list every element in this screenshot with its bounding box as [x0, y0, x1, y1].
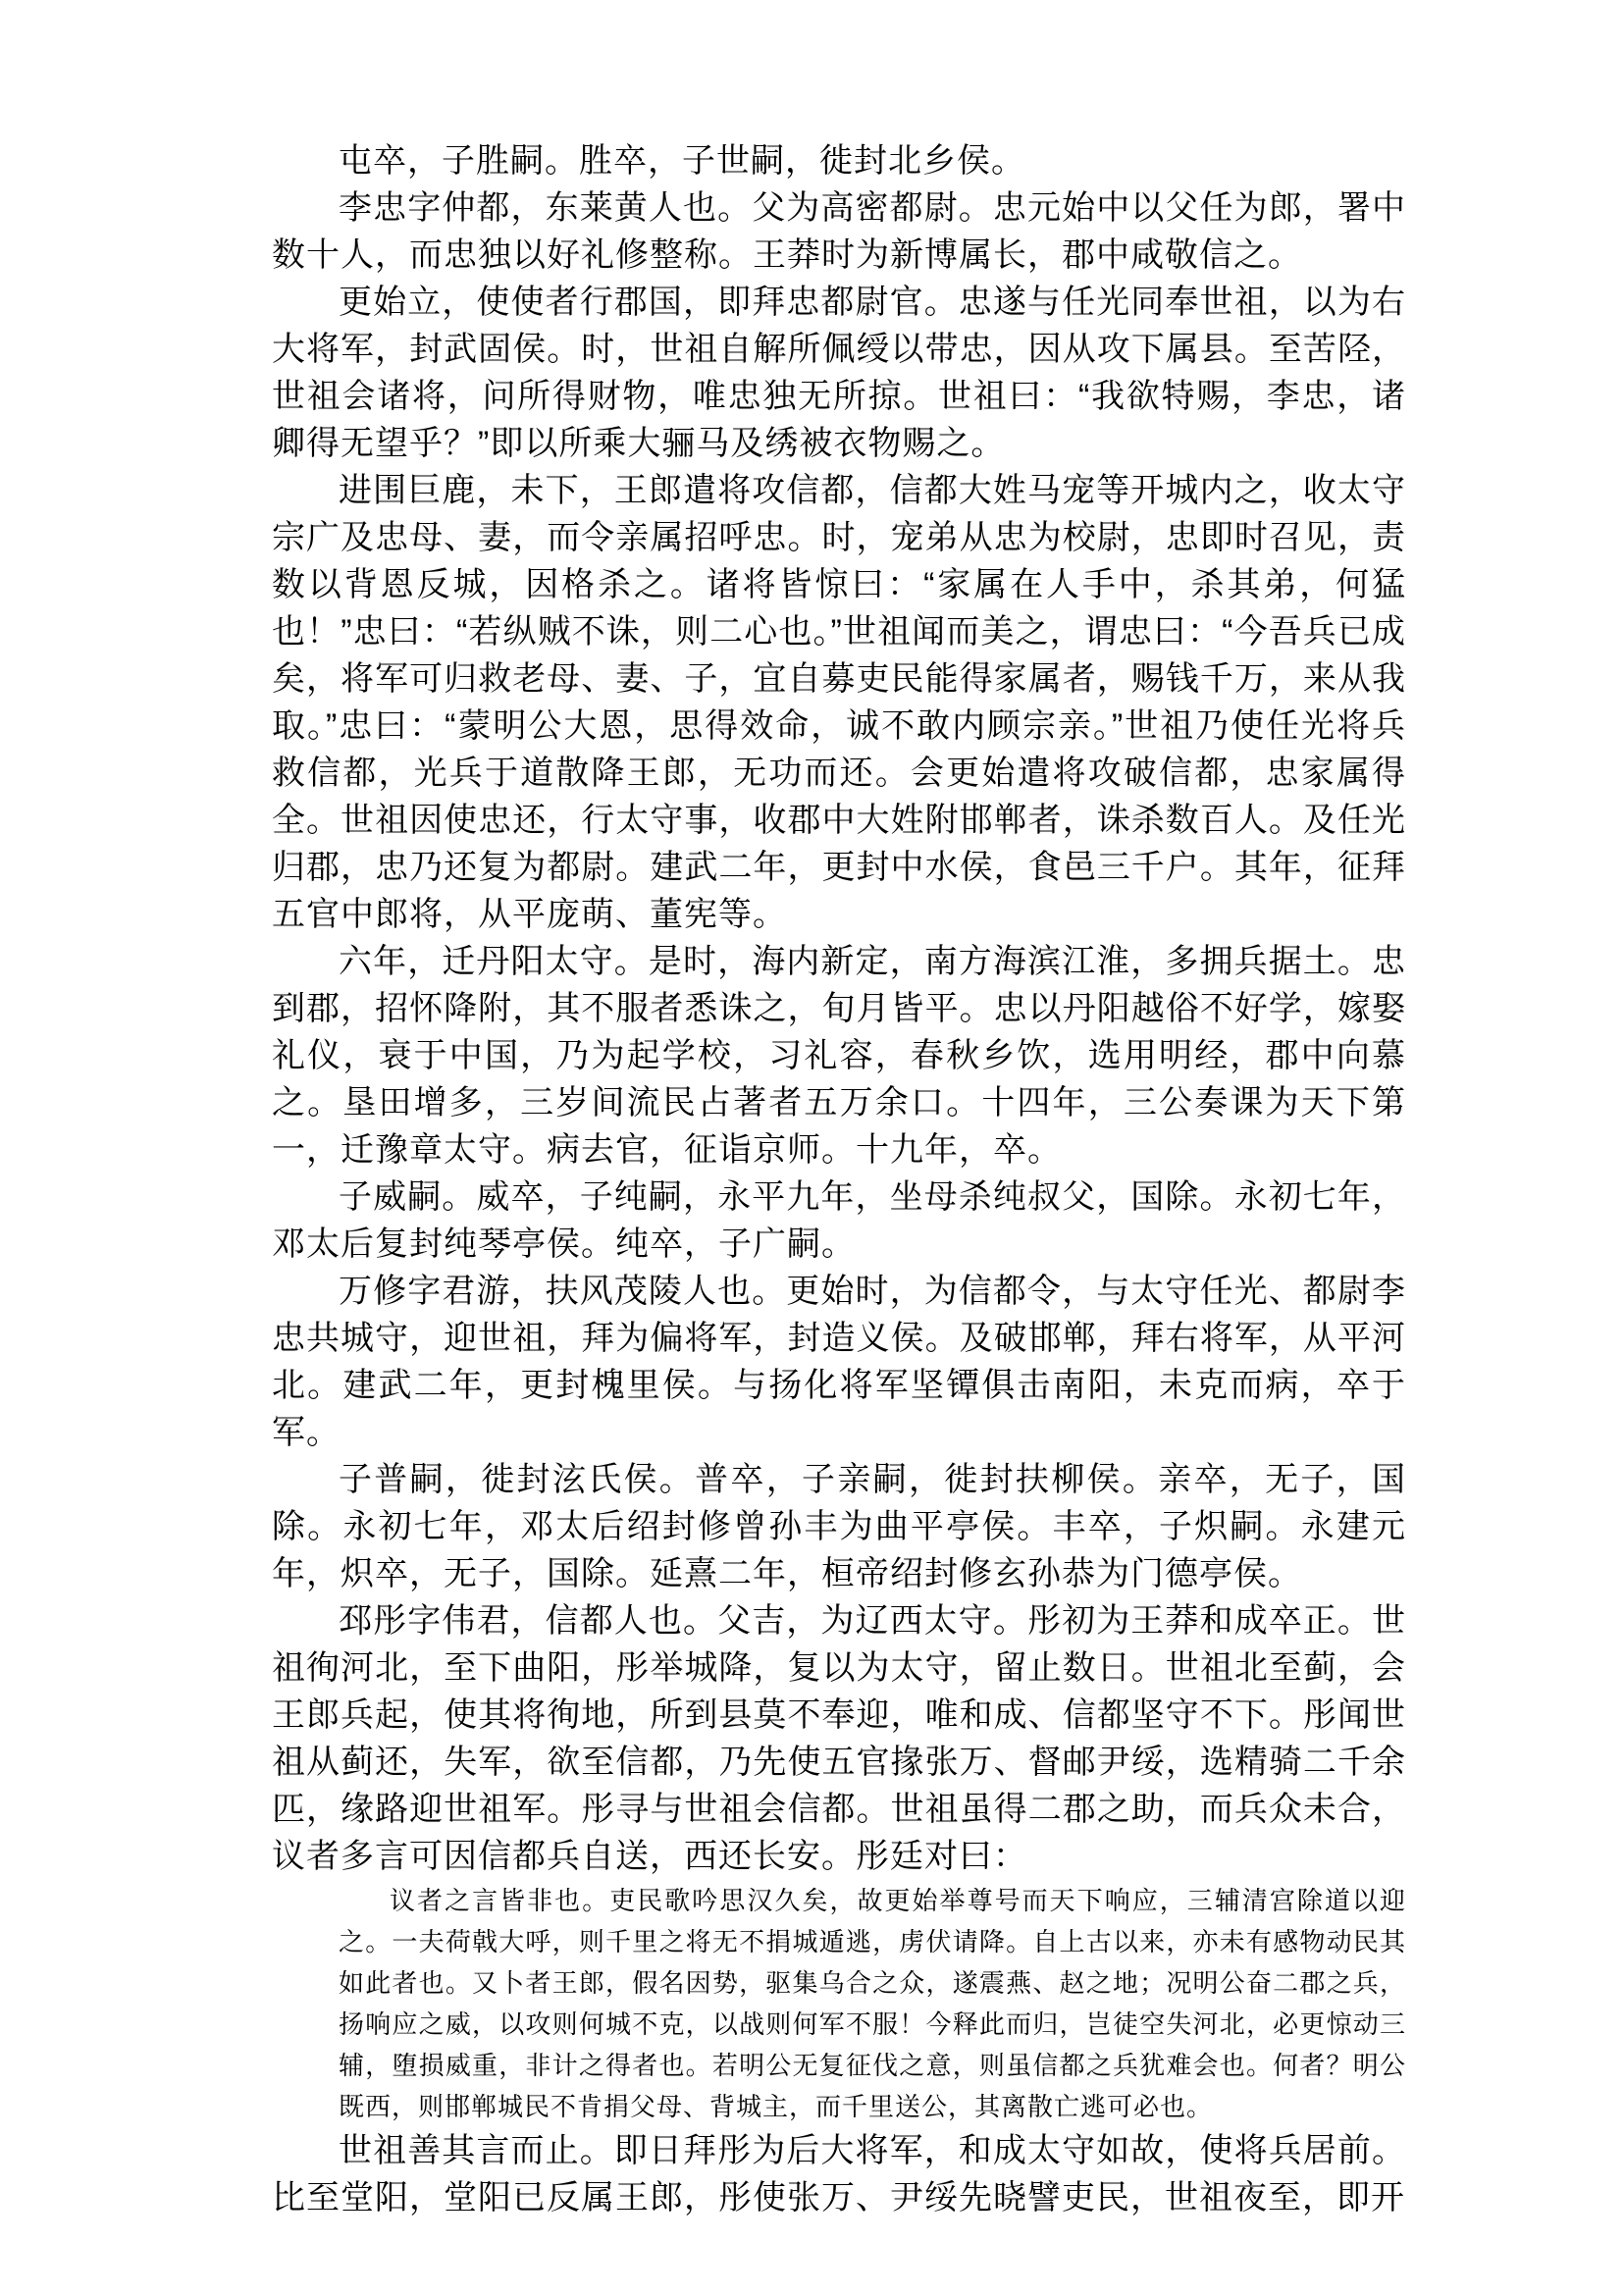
paragraph: 六年，迁丹阳太守。是时，海内新定，南方海滨江淮，多拥兵据土。忠到郡，招怀降附，其不服者悉诛之，旬月皆平。忠以丹阳越俗不好学，嫁娶礼仪，衰于中国，乃为起学校，习礼容，春秋乡饮，选用明经，郡中向慕之。垦田增多，三岁间流民占著者五万余口。十四年，三公奏课为天下第一，迁豫章太守。病去官，征诣京师。十九年，卒。	[272, 943, 1406, 1169]
paragraph: 更始立，使使者行郡国，即拜忠都尉官。忠遂与任光同奉世祖，以为右大将军，封武固侯。时，世祖自解所佩绶以带忠，因从攻下属县。至苦陉，世祖会诸将，问所得财物，唯忠独无所掠。世祖曰：“我欲特赐，李忠，诸卿得无望乎？”即以所乘大骊马及绣被衣物赐之。	[272, 284, 1406, 462]
paragraph: 屯卒，子胜嗣。胜卒，子世嗣，徙封北乡侯。	[339, 142, 1025, 180]
paragraph: 李忠字仲都，东莱黄人也。父为高密都尉。忠元始中以父任为郎，署中数十人，而忠独以好礼修整称。王莽时为新博属长，郡中咸敬信之。	[272, 189, 1406, 274]
paragraph: 万修字君游，扶风茂陵人也。更始时，为信都令，与太守任光、都尉李忠共城守，迎世祖，拜为偏将军，封造义侯。及破邯郸，拜右将军，从平河北。建武二年，更封槐里侯。与扬化将军坚镡俱击南阳，未克而病，卒于军。	[272, 1273, 1406, 1451]
paragraph: 子威嗣。威卒，子纯嗣，永平九年，坐母杀纯叔父，国除。永初七年，邓太后复封纯琴亭侯。纯卒，子广嗣。	[272, 1178, 1406, 1263]
paragraph: 世祖善其言而止。即日拜彤为后大将军，和成太守如故，使将兵居前。比至堂阳，堂阳已反属王郎，彤使张万、尹绥先晓譬吏民，世祖夜至，即开	[272, 2132, 1406, 2216]
paragraph: 邳彤字伟君，信都人也。父吉，为辽西太守。彤初为王莽和成卒正。世祖徇河北，至下曲阳，彤举城降，复以为太守，留止数日。世祖北至蓟，会王郎兵起，使其将徇地，所到县莫不奉迎，唯和成、信都坚守不下。彤闻世祖从蓟还，失军，欲至信都，乃先使五官掾张万、督邮尹绥，选精骑二千余匹，缘路迎世祖军。彤寻与世祖会信都。世祖虽得二郡之助，而兵众未合，议者多言可因信都兵自送，西还长安。彤廷对曰：	[272, 1602, 1406, 1875]
paragraph: 子普嗣，徙封泫氏侯。普卒，子亲嗣，徙封扶柳侯。亲卒，无子，国除。永初七年，邓太后绍封修曾孙丰为曲平亭侯。丰卒，子炽嗣。永建元年，炽卒，无子，国除。延熹二年，桓帝绍封修玄孙恭为门德亭侯。	[272, 1461, 1406, 1592]
block-quote: 议者之言皆非也。吏民歌吟思汉久矣，故更始举尊号而天下响应，三辅清宫除道以迎之。一夫荷戟大呼，则千里之将无不捐城遁逃，虏伏请降。自上古以来，亦未有感物动民其如此者也。又卜者王郎，假名因势，驱集乌合之众，遂震燕、赵之地；况明公奋二郡之兵，扬响应之威，以攻则何城不克，以战则何军不服！今释此而归，岂徒空失河北，必更惊动三辅，堕损威重，非计之得者也。若明公无复征伐之意，则虽信都之兵犹难会也。何者？明公既西，则邯郸城民不肯捐父母、背城主，而千里送公，其离散亡逃可必也。	[339, 1886, 1406, 2121]
paragraph: 进围巨鹿，未下，王郎遣将攻信都，信都大姓马宠等开城内之，收太守宗广及忠母、妻，而令亲属招呼忠。时，宠弟从忠为校尉，忠即时召见，责数以背恩反城，因格杀之。诸将皆惊曰：“家属在人手中，杀其弟，何猛也！”忠曰：“若纵贼不诛，则二心也。”世祖闻而美之，谓忠曰：“今吾兵已成矣，将军可归救老母、妻、子，宜自募吏民能得家属者，赐钱千万，来从我取。”忠曰：“蒙明公大恩，思得效命，诚不敢内顾宗亲。”世祖乃使任光将兵救信都，光兵于道散降王郎，无功而还。会更始遣将攻破信都，忠家属得全。世祖因使忠还，行太守事，收郡中大姓附邯郸者，诛杀数百人。及任光归郡，忠乃还复为都尉。建武二年，更封中水侯，食邑三千户。其年，征拜五官中郎将，从平庞萌、董宪等。	[272, 472, 1406, 933]
